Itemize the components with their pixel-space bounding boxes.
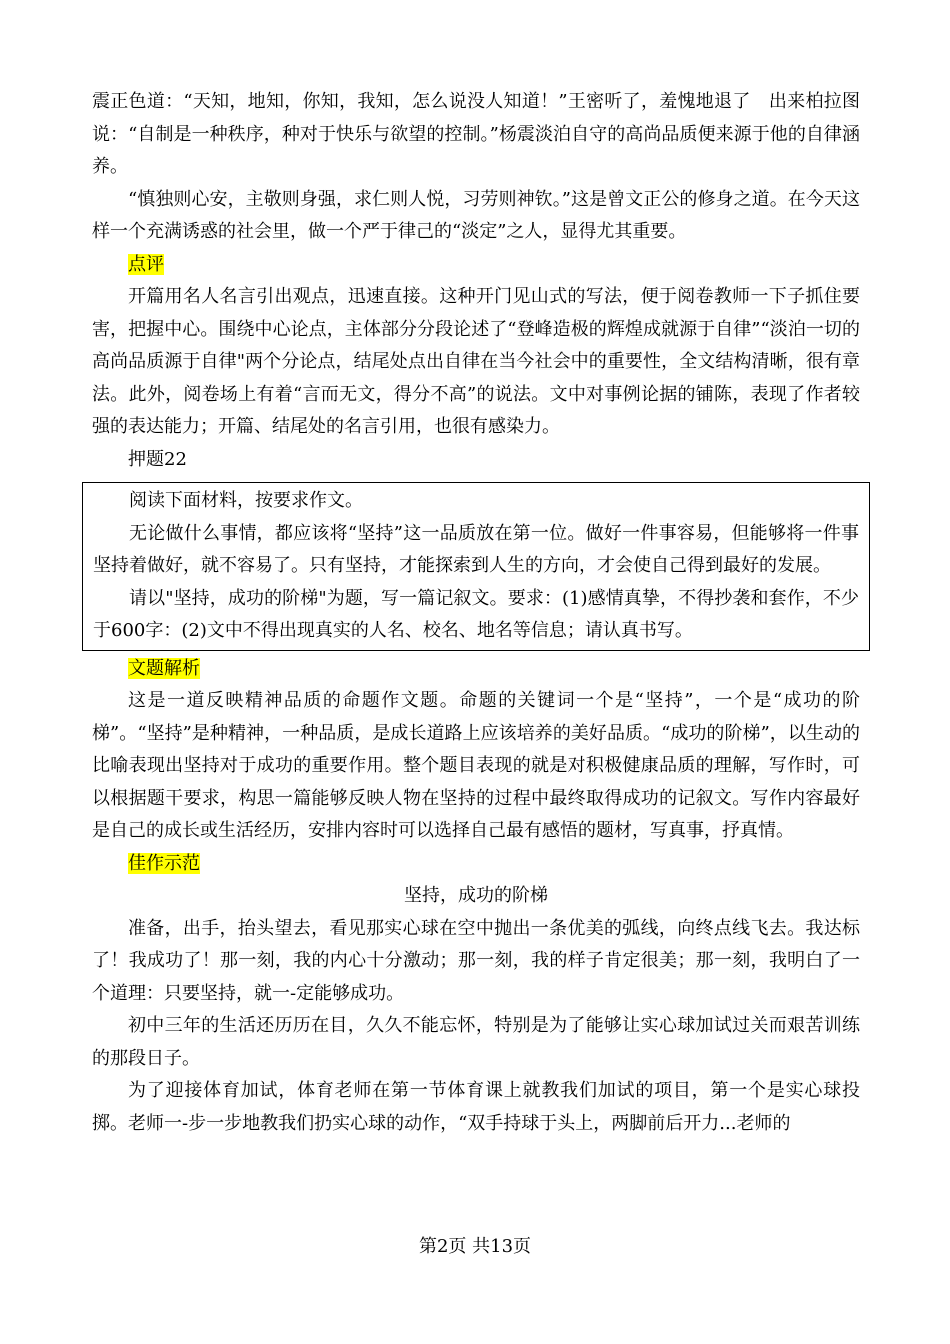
page-footer: 第2页 共13页 <box>418 1236 532 1257</box>
analysis-text: 这是一道反映精神品质的命题作文题。命题的关键词一个是“坚持”，一个是“成功的阶梯”。“坚持”是种精神，一种品质，是成长道路上应该培养的美好品质。“成功的阶梯”，以生动的比喻表现出坚持对于成功的重要作用。整个题目表现的就是对积极健康品质的理解，写作时，可以根据题干要求，构思一篇能够反映人物在坚持的过程中最终取得成功的记叙文。写作内容最好是自己的成长或生活经历，安排内容时可以选择自己最有感悟的题材，写真事，抒真情。 <box>92 690 860 841</box>
example-label: 佳作示范 <box>128 852 200 874</box>
prompt-box <box>82 482 870 651</box>
analysis-label: 文题解析 <box>128 657 200 679</box>
essay-title: 坚持，成功的阶梯 <box>404 885 548 906</box>
example-label-line <box>92 848 860 881</box>
prompt-requirements: 请以"坚持，成功的阶梯"为题，写一篇记叙文。要求：(1)感情真挚，不得抄袭和套作，不少于600字：(2)文中不得出现真实的人名、校名、地名等信息；请认真书写。 <box>93 587 859 641</box>
review-label-line <box>92 249 860 282</box>
paragraph-zeng-wenzheng: “慎独则心安，主敬则身强，求仁则人悦，习劳则神钦。”这是曾文正公的修身之道。在今天这样一个充满诱惑的社会里，做一个严于律己的“淡定”之人，显得尤其重要。 <box>92 188 860 242</box>
prompt-material: 无论做什么事情，都应该将“坚持”这一品质放在第一位。做好一件事容易，但能够将一件事坚持着做好，就不容易了。只有坚持，才能探索到人生的方向，才会使自己得到最好的发展。 <box>93 522 859 576</box>
essay-paragraph: 初中三年的生活还历历在目，久久不能忘怀，特别是为了能够让实心球加试过关而艰苦训练的那段日子。 <box>92 1015 860 1069</box>
essay-paragraph: 为了迎接体育加试，体育老师在第一节体育课上就教我们加试的项目，第一个是实心球投掷。老师一-步一步地教我们扔实心球的动作，“双手持球于头上，两脚前后开力...老师的 <box>92 1080 860 1134</box>
essay-paragraph: 准备，出手，抬头望去，看见那实心球在空中抛出一条优美的弧线，向终点线飞去。我达标了！我成功了！那一刻，我的内心十分激动；那一刻，我的样子肯定很美；那一刻，我明白了一个道理：只要坚持，就一-定能够成功。 <box>92 917 860 1004</box>
paragraph-yang-zhen: 震正色道：“天知，地知，你知，我知，怎么说没人知道！”王密听了，羞愧地退了 出来柏拉图说：“自制是一种秩序，种对于快乐与欲望的控制。”杨震淡泊自守的高尚品质便来源于他的自律涵养。 <box>92 91 860 177</box>
prompt-instruction: 阅读下面材料，按要求作文。 <box>129 490 363 511</box>
review-label: 点评 <box>128 253 164 275</box>
topic-label: 押题22 <box>128 448 187 470</box>
analysis-label-line <box>92 653 860 686</box>
document-body <box>92 86 860 1140</box>
review-text: 开篇用名人名言引出观点，迅速直接。这种开门见山式的写法，便于阅卷教师一下子抓住要害，把握中心。围绕中心论点，主体部分分段论述了“登峰造极的辉煌成就源于自律”“淡泊一切的高尚品质源于自律"两个分论点，结尾处点出自律在当今社会中的重要性，全文结构清晰，很有章法。此外，阅卷场上有着“言而无文，得分不高”的说法。文中对事例论据的铺陈，表现了作者较强的表达能力；开篇、结尾处的名言引用，也很有感染力。 <box>92 286 860 437</box>
